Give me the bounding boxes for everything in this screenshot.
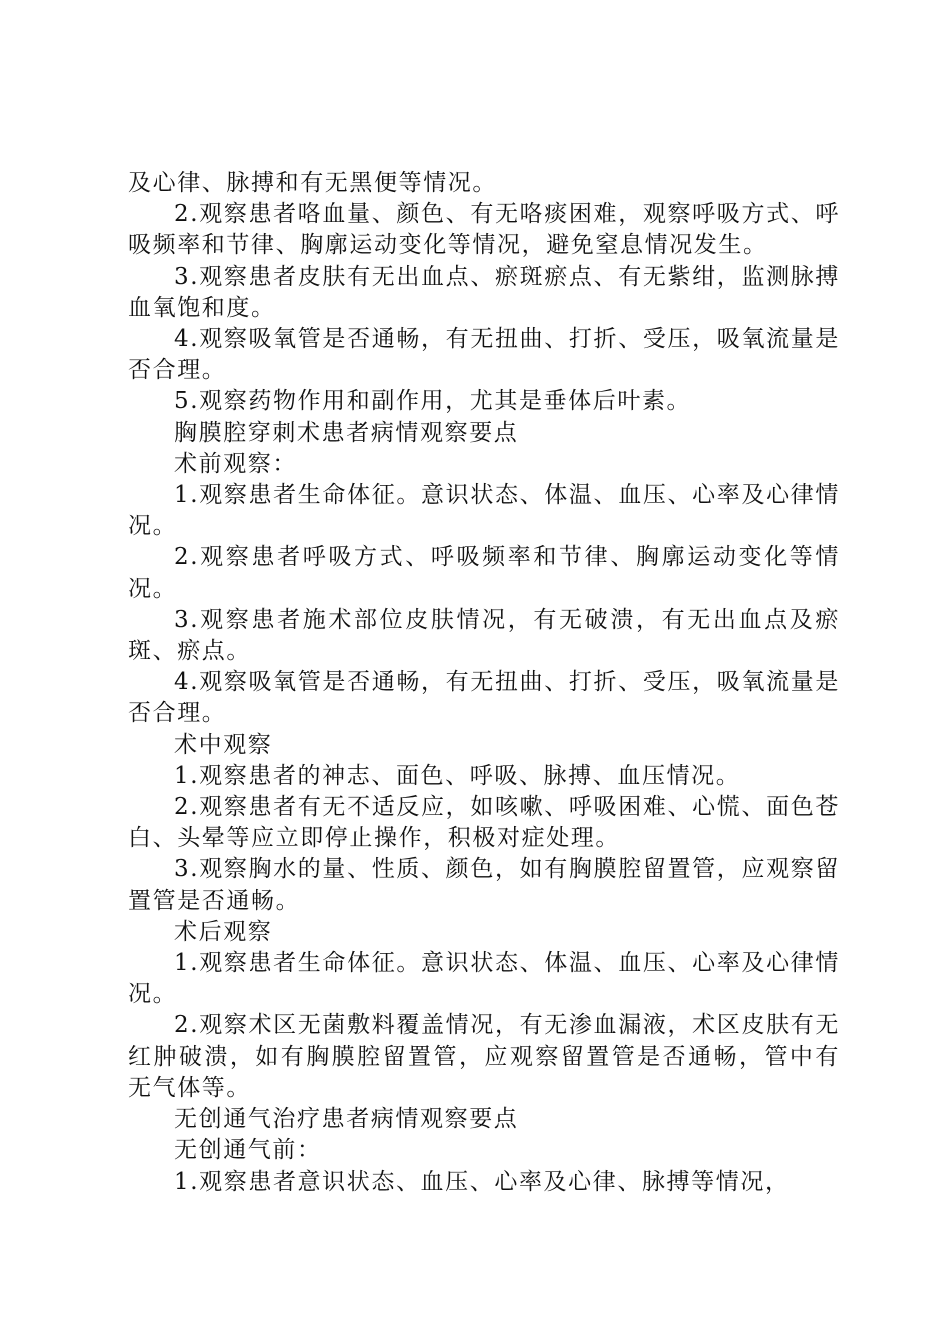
subheading-before-niv: 无创通气前： bbox=[174, 1137, 322, 1164]
paragraph-item-5: 5.观察药物作用和副作用，尤其是垂体后叶素。 bbox=[174, 388, 692, 415]
document-body bbox=[128, 168, 840, 1198]
paragraph-continuation: 及心律、脉搏和有无黑便等情况。 bbox=[128, 170, 497, 196]
paragraph-post-2: 2.观察术区无菌敷料覆盖情况，有无渗血漏液，术区皮肤有无红肿破溃，如有胸膜腔留置管，应观察留置管是否通畅，管中有无气体等。 bbox=[128, 1012, 840, 1101]
paragraph-item-2: 2.观察患者咯血量、颜色、有无咯痰困难，观察呼吸方式、呼吸频率和节律、胸廓运动变化等情况，避免窒息情况发生。 bbox=[128, 201, 840, 259]
paragraph-post-1: 1.观察患者生命体征。意识状态、体温、血压、心率及心律情况。 bbox=[128, 950, 840, 1008]
subheading-intraoperative: 术中观察 bbox=[174, 731, 273, 758]
subheading-preoperative: 术前观察： bbox=[174, 450, 297, 477]
paragraph-intra-3: 3.观察胸水的量、性质、颜色，如有胸膜腔留置管，应观察留置管是否通畅。 bbox=[128, 856, 840, 914]
section-heading-thoracentesis: 胸膜腔穿刺术患者病情观察要点 bbox=[174, 419, 519, 446]
paragraph-intra-2: 2.观察患者有无不适反应，如咳嗽、呼吸困难、心慌、面色苍白、头晕等应立即停止操作，积极对症处理。 bbox=[128, 794, 840, 852]
paragraph-pre-1: 1.观察患者生命体征。意识状态、体温、血压、心率及心律情况。 bbox=[128, 482, 840, 540]
paragraph-pre-3: 3.观察患者施术部位皮肤情况，有无破溃，有无出血点及瘀斑、瘀点。 bbox=[128, 606, 840, 665]
section-heading-niv: 无创通气治疗患者病情观察要点 bbox=[174, 1106, 519, 1133]
paragraph-item-4: 4.观察吸氧管是否通畅，有无扭曲、打折、受压，吸氧流量是否合理。 bbox=[128, 326, 840, 384]
paragraph-pre-2: 2.观察患者呼吸方式、呼吸频率和节律、胸廓运动变化等情况。 bbox=[128, 544, 840, 602]
paragraph-pre-4: 4.观察吸氧管是否通畅，有无扭曲、打折、受压，吸氧流量是否合理。 bbox=[128, 669, 840, 727]
subheading-postoperative: 术后观察 bbox=[174, 918, 273, 945]
paragraph-item-3: 3.观察患者皮肤有无出血点、瘀斑瘀点、有无紫绀，监测脉搏血氧饱和度。 bbox=[128, 263, 840, 321]
paragraph-niv-1: 1.观察患者意识状态、血压、心率及心律、脉搏等情况， bbox=[174, 1168, 790, 1195]
paragraph-intra-1: 1.观察患者的神志、面色、呼吸、脉搏、血压情况。 bbox=[174, 762, 741, 789]
